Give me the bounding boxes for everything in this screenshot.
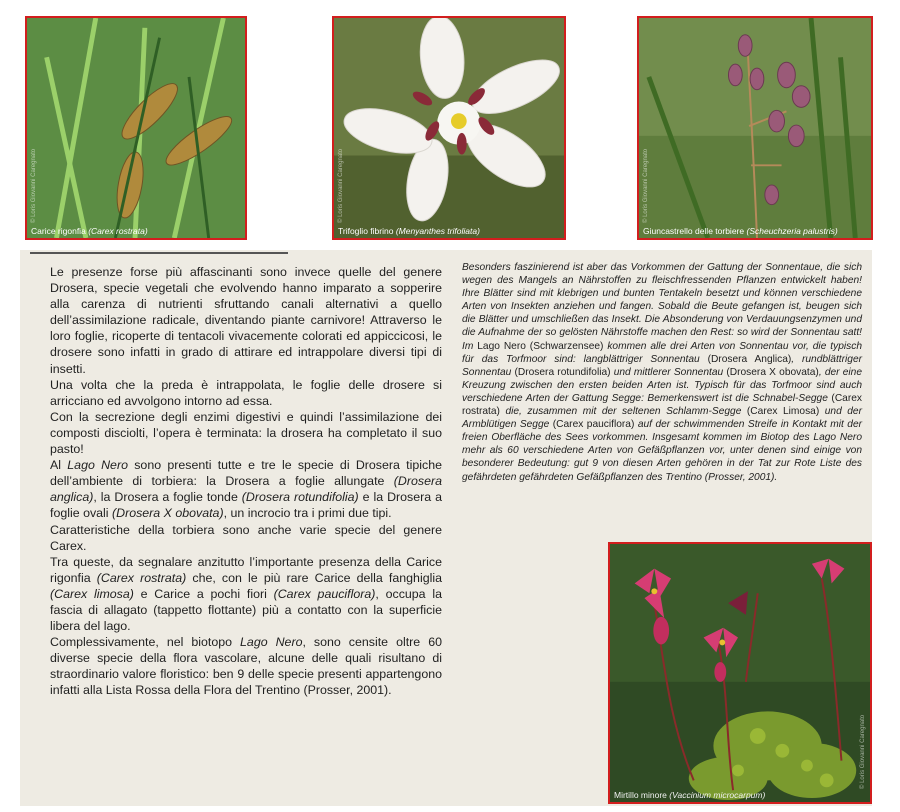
text-span: kommen alle drei Arten von Sonnentau vor, die typisch für das Torfmoor sind: langblättriger Sonnentau (462, 340, 862, 365)
text-span: sono presenti tutte e tre le specie di Drosera tipiche dell’ambiente di torbiera: la Drosera a foglie allungate (50, 458, 442, 489)
menyanthes-caption-latin: (Menyanthes trifoliata) (395, 226, 480, 236)
italian-paragraph-prey: Una volta che la preda è intrappolata, le foglie delle drosere si arricciano ed avvolgono intorno ad essa. (50, 377, 442, 408)
scheuchzeria-photo (637, 16, 873, 240)
carex-caption-latin: (Carex rostrata) (88, 226, 148, 236)
scheuchzeria-credit: © Loris Giovanni Caregnato (643, 148, 649, 223)
text-span: che, con le più rare Carice della fanghiglia (186, 570, 442, 585)
carex-caption-name: Carice rigonfia (31, 226, 86, 236)
text-span: (Drosera X obovata) (726, 366, 819, 378)
vaccinium-caption (614, 790, 765, 800)
text-span: (Drosera anglica) (50, 474, 442, 505)
scheuchzeria-caption-latin: (Scheuchzeria palustris) (746, 226, 838, 236)
scheuchzeria-photo-art (639, 18, 871, 238)
text-span: , rundblättriger Sonnentau (462, 353, 863, 378)
vaccinium-photo (608, 542, 872, 804)
text-span: (Carex pauciflora) (552, 419, 635, 431)
text-span: (Carex limosa) (50, 586, 134, 601)
text-span: und mittlerer Sonnentau (610, 366, 727, 378)
scheuchzeria-caption (643, 226, 838, 236)
text-span: (Drosera rotundifolia) (241, 490, 359, 505)
menyanthes-caption (338, 226, 480, 236)
text-span: e Carice a pochi fiori (133, 586, 274, 601)
text-span: und der Armblütigen Segge (462, 406, 862, 431)
text-span: e la Drosera a foglie ovali (50, 490, 442, 521)
scheuchzeria-caption-name: Giuncastrello delle torbiere (643, 226, 745, 236)
text-span: auf der schwimmenden Streife in Kontakt mit der freien Oberfläche des Sees vorkommen. Insgesamt kommen im Biotop des Lago Nero mehr als 60 verschiedene Arten von Gefäßpflanzen vor, unter denen sind einige von besonderer Bedeutung: gut 9 von diesen Arten gehören in der Tat zur Rote Liste des gefährdeten gefährdeten Gefäßpflanzen des Trentino (Prosser, 2001). (462, 419, 863, 483)
text-span: (Carex pauciflora) (273, 586, 376, 601)
german-paragraph (462, 261, 862, 484)
text-span: (Carex rostrata) (96, 570, 187, 585)
text-span: (Drosera Anglica) (707, 353, 792, 365)
text-span: (Drosera X obovata) (112, 506, 224, 521)
text-span: Tra queste, da segnalare anzitutto l’importante presenza della Carice rigonfia (50, 554, 442, 585)
text-span: , la Drosera a foglie tonde (93, 490, 242, 505)
vaccinium-credit: © Loris Giovanni Caregnato (860, 714, 866, 789)
text-span: , sono censite oltre 60 diverse specie della flora vascolare, alcune delle quali risultano di straordinario valore floristico: ben 9 delle specie presenti appartengono infatti alla Lista Rossa della Flora del Trentino (Prosser, 2001). (50, 635, 442, 698)
german-text (462, 261, 862, 484)
vaccinium-caption-name: Mirtillo minore (614, 790, 667, 800)
menyanthes-credit: © Loris Giovanni Caregnato (338, 148, 344, 223)
italian-paragraph-carex: Caratteristiche della torbiera sono anche varie specie del genere Carex. (50, 522, 442, 553)
text-span: Besonders faszinierend ist aber das Vorkommen der Gattung der Sonnentaue, die sich wegen des Mangels an Nährstoffen zu fleischfressenden Pflanzen entwickelt haben! Ihre Blätter sind mit klebrigen und bunten Tentakeln besetzt und können verschiedene Arten von Insekten anziehen und fangen. Sobald die Beute gefangen ist, beugen sich die Blätter und umschließen das Insekt. Die Absonderung von Verdauungsenzymen und die Aufnahme der so gelösten Nährstoffe machen den Rest: so wird der Sonnentau satt! Im (462, 262, 862, 352)
menyanthes-caption-name: Trifoglio fibrino (338, 226, 394, 236)
text-span: Lago Nero (240, 635, 303, 650)
italian-paragraph-carex-species (50, 554, 442, 634)
text-span: Lago Nero (67, 458, 128, 473)
carex-credit: © Loris Giovanni Caregnato (31, 148, 37, 223)
divider-rule (30, 252, 288, 254)
text-span: , der eine Kreuzung zwischen den ersten beiden Arten ist. Typisch für das Torfmoor sind auch verschiedene Arten der Gattung Segge: Bemerkenswert ist die Schnabel-Segge (462, 366, 863, 404)
vaccinium-photo-art (610, 544, 870, 802)
text-span: , occupa la fascia di allagato (tappetto flottante) più a contatto con la superficie libera del lago. (50, 586, 442, 634)
italian-paragraph-drosera: Le presenze forse più affascinanti sono invece quelle del genere Drosera, specie vegetali che evolvendo hanno imparato a sopperire alla carenza di nutrienti sfruttando canali alternativi a quello dell’assimilazione radicale, diventando piante carnivore! Attraverso le loro foglie, ricoperte di tentacoli vivacemente colorati ed appiccicosi, le drosere sono infatti in grado di attirare ed intrappolare diversi tipi di insetti. (50, 265, 442, 376)
italian-paragraph-summary (50, 634, 442, 698)
carex-photo-art (27, 18, 245, 238)
carex-caption (31, 226, 148, 236)
text-span: die, zusammen mit der seltenen Schlamm-Segge (499, 406, 747, 418)
italian-paragraph-digestion: Con la secrezione degli enzimi digestivi e quindi l’assimilazione dei composti disciolti, l’opera è terminata: la drosera ha completato il suo pasto! (50, 409, 442, 457)
text-span: Al (50, 458, 68, 473)
italian-text (50, 264, 442, 699)
text-span: Complessivamente, nel biotopo (50, 635, 241, 650)
text-span: (Carex Limosa) (746, 406, 820, 418)
italian-paragraph-species (50, 457, 442, 521)
carex-photo (25, 16, 247, 240)
vaccinium-caption-latin: (Vaccinium microcarpum) (669, 790, 766, 800)
text-span: (Drosera rotundifolia) (514, 366, 611, 378)
text-span: (Carex rostrata) (462, 392, 862, 418)
text-span: , un incrocio tra i primi due tipi. (223, 506, 392, 521)
menyanthes-photo (332, 16, 566, 240)
text-span: Lago Nero (Schwarzensee) (477, 340, 604, 352)
menyanthes-photo-art (334, 18, 564, 238)
